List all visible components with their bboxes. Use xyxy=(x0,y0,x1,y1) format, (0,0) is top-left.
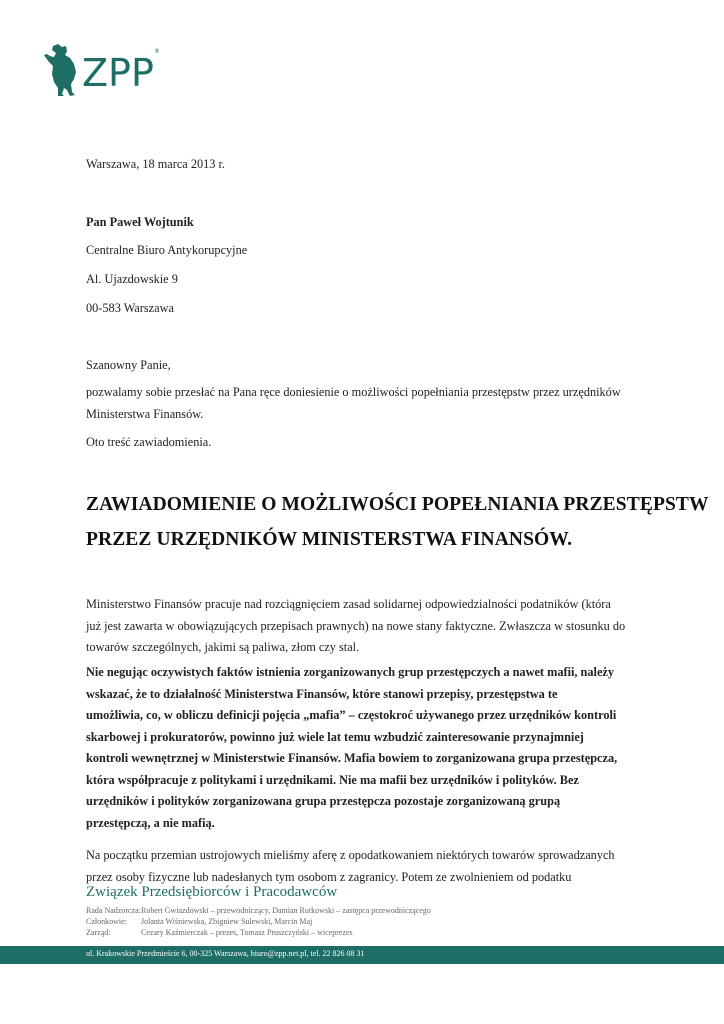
zpp-logo xyxy=(44,42,174,98)
salutation: Szanowny Panie, xyxy=(86,358,171,372)
board-label: Członkowie: xyxy=(86,917,127,926)
recipient-city: 00-583 Warszawa xyxy=(86,301,174,315)
organization-name: Związek Przedsiębiorców i Pracodawców xyxy=(86,884,338,900)
text-line: przez osoby fizyczne lub nadesłanych tym osobom z zagranicy. Potem ze zwolnieniem od podatku xyxy=(86,869,572,884)
text-line: umożliwia, co, w obliczu definicji pojęcia „mafia” – częstokroć używanego przez urzędników kontroli xyxy=(86,708,617,722)
paragraph-3 xyxy=(86,845,656,888)
registered-mark: ® xyxy=(154,48,160,55)
intro-closing: Oto treść zawiadomienia. xyxy=(86,435,212,449)
board-label: Rada Nadzorcza: xyxy=(86,906,141,915)
recipient-name: Pan Paweł Wojtunik xyxy=(86,215,194,229)
text-line: przestępczą, a nie mafią. xyxy=(86,815,215,830)
document-heading-line-2: PRZEZ URZĘDNIKÓW MINISTERSTWA FINANSÓW. xyxy=(86,529,573,550)
text-line: wskazać, że to działalność Ministerstwa Finansów, które stanowi przepisy, przestępstwa te xyxy=(86,686,558,701)
recipient-institution: Centralne Biuro Antykorupcyjne xyxy=(86,243,248,257)
board-label: Zarząd: xyxy=(86,928,111,937)
text-line: kontroli wewnętrznej w Ministerstwie Finansów. Mafia bowiem to zorganizowana grupa przestępcza, xyxy=(86,751,618,765)
board-value: Robert Gwiazdowski – przewodniczący, Damian Rutkowski – zastępca przewodniczącego xyxy=(141,906,431,915)
footer-address: ul. Krakowskie Przedmieście 6, 00-325 Warszawa, biuro@zpp.net.pl, tel. 22 826 08 31 xyxy=(86,949,365,958)
text-line: skarbowej i prokuratorów, powinno już wiele lat temu wzbudzić zainteresowanie przynajmniej xyxy=(86,729,584,744)
date-line: Warszawa, 18 marca 2013 r. xyxy=(86,157,225,171)
bear-icon xyxy=(44,42,80,98)
text-line: urzędników i polityków zorganizowana grupa przestępcza pozostaje zorganizowaną grupą xyxy=(86,794,561,808)
board-value: Cezary Kaźmierczak – prezes, Tomasz Pruszczyński – wiceprezes xyxy=(141,928,353,937)
footer-bar xyxy=(0,946,724,964)
text-line: już jest zawarta w obowiązujących przepisach prawnych) na nowe stany faktyczne. Zwłaszcza w stosunku do xyxy=(86,618,626,633)
paragraph-1 xyxy=(86,594,656,659)
logo-text: ZPP xyxy=(82,51,154,95)
text-line: Nie negując oczywistych faktów istnienia zorganizowanych grup przestępczych a nawet mafii, należy xyxy=(86,665,615,679)
board-row xyxy=(86,928,353,937)
document-heading-line-1: ZAWIADOMIENIE O MOŻLIWOŚCI POPEŁNIANIA PRZESTĘPSTW xyxy=(86,494,709,515)
text-line: Na początku przemian ustrojowych mieliśmy aferę z opodatkowaniem niektórych towarów sprowadzanych xyxy=(86,848,615,862)
board-row xyxy=(86,917,312,926)
paragraph-2 xyxy=(86,662,656,834)
text-line: towarów szczególnych, jakimi są paliwa, złom czy stal. xyxy=(86,640,360,654)
recipient-street: Al. Ujazdowskie 9 xyxy=(86,272,178,286)
text-line: Ministerstwo Finansów pracuje nad rozciągnięciem zasad solidarnej odpowiedzialności podatników (która xyxy=(86,597,611,611)
text-line: która współpracuje z politykami i urzędnikami. Nie ma mafii bez urzędników i polityków. Bez xyxy=(86,772,579,787)
intro-paragraph xyxy=(86,382,656,425)
board-row xyxy=(86,906,431,915)
text-line: Ministerstwa Finansów. xyxy=(86,406,204,421)
text-line: pozwalamy sobie przesłać na Pana ręce doniesienie o możliwości popełniania przestępstw przez urzędników xyxy=(86,385,621,399)
board-value: Jolanta Wiśniewska, Zbigniew Sulewski, Marcin Maj xyxy=(141,917,313,926)
